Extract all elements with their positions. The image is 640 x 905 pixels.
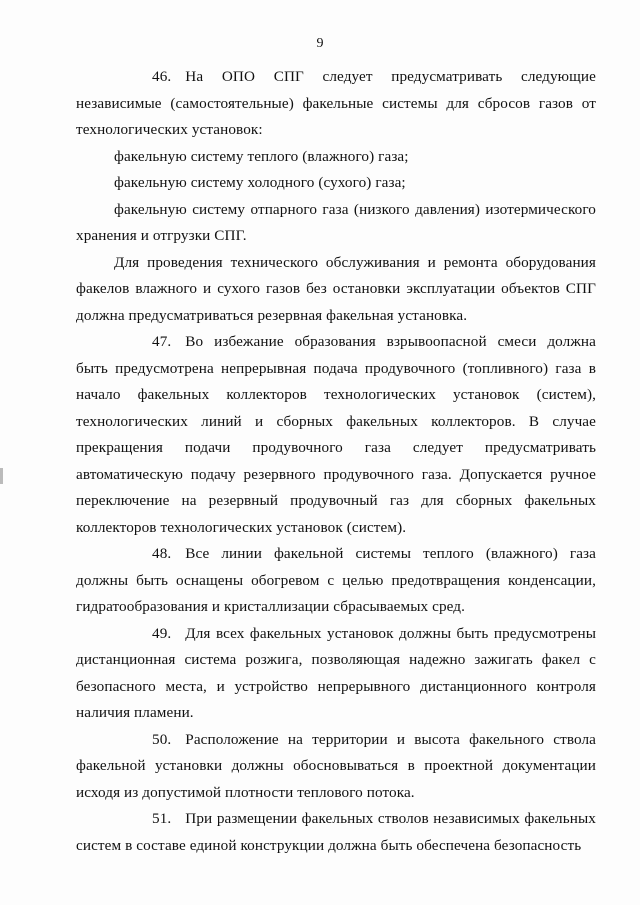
document-body (76, 64, 596, 859)
list-item-cold-gas (76, 170, 596, 197)
paragraph-number: 49. (152, 624, 172, 642)
paragraph-number: 50. (152, 730, 172, 748)
scan-edge-mark (0, 468, 3, 484)
paragraph-text: Для проведения технического обслуживания и ремонта оборудования факелов влажного и сухого газов без остановки эксплуатации объектов СПГ должна предусматриваться резервная факельная установка. (76, 253, 596, 324)
paragraph-text: При размещении факельных стволов независимых факельных систем в составе единой конструкции должна быть обеспечена безопасность (76, 810, 596, 854)
paragraph-47 (76, 329, 596, 541)
paragraph-number: 47. (152, 333, 172, 350)
paragraph-number: 51. (152, 810, 172, 827)
paragraph-text: Во избежание образования взрывоопасной смеси должна быть предусмотрена непрерывная подача продувочного (топливного) газа в начало факельных коллекторов технологических установок (систем), технологических линий и сборных факельных коллекторов. В случае прекращения подачи продувочного газа следует предусматривать автоматическую подачу резервного продувочного газа. Допускается ручное переключение на резервный продувочный газ для сборных факельных коллекторов технологических установок (систем). (76, 333, 596, 536)
paragraph-46 (76, 64, 596, 144)
paragraph-49 (76, 621, 596, 727)
paragraph-48 (76, 541, 596, 621)
paragraph-text: Расположение на территории и высота факельного ствола факельной установки должны обосновываться в проектной документации исходя из допустимой плотности теплового потока. (76, 730, 596, 801)
paragraph-text: факельную систему отпарного газа (низкого давления) изотермического хранения и отгрузки СПГ. (76, 200, 596, 244)
paragraph-reserve-flare (76, 250, 596, 330)
paragraph-text: факельную систему холодного (сухого) газа; (114, 174, 406, 191)
paragraph-text: На ОПО СПГ следует предусматривать следующие независимые (самостоятельные) факельные системы для сбросов газов от технологических установок: (76, 68, 596, 138)
list-item-warm-gas (76, 144, 596, 171)
paragraph-number: 46. (152, 68, 172, 85)
paragraph-50 (76, 727, 596, 807)
paragraph-text: Для всех факельных установок должны быть предусмотрены дистанционная система розжига, позволяющая надежно зажигать факел с безопасного места, и устройство непрерывного дистанционного контроля наличия пламени. (76, 624, 596, 721)
list-item-boil-off-gas (76, 197, 596, 250)
paragraph-text: Все линии факельной системы теплого (влажного) газа должны быть оснащены обогревом с целью предотвращения конденсации, гидратообразования и кристаллизации сбрасываемых сред. (76, 545, 596, 615)
paragraph-number: 48. (152, 545, 172, 562)
page-number: 9 (316, 36, 324, 51)
paragraph-text: факельную систему теплого (влажного) газа; (114, 147, 409, 165)
paragraph-51 (76, 806, 596, 859)
